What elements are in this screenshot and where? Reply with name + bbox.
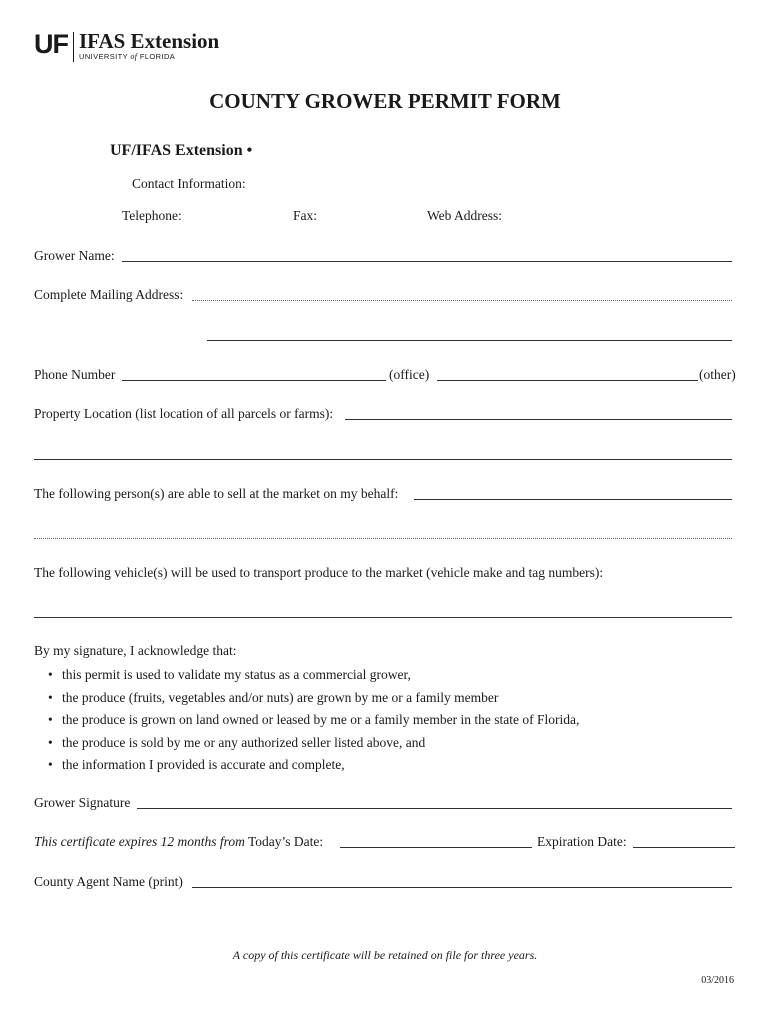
acknowledgement-item: • the produce (fruits, vegetables and/or nuts) are grown by me or a family member xyxy=(48,687,579,710)
county-agent-label: County Agent Name (print) xyxy=(34,874,183,889)
acknowledgement-list xyxy=(48,664,579,777)
logo-subtitle-pre: UNIVERSITY xyxy=(79,52,131,61)
logo-divider xyxy=(73,32,74,62)
phone-other-field[interactable] xyxy=(437,380,698,381)
sellers-label: The following person(s) are able to sell at the market on my behalf: xyxy=(34,486,399,501)
form-title: COUNTY GROWER PERMIT FORM xyxy=(209,89,561,113)
mailing-address-label: Complete Mailing Address: xyxy=(34,287,184,302)
logo-text xyxy=(79,30,219,62)
phone-other-label: (other) xyxy=(699,367,736,382)
acknowledgement-item: • the produce is sold by me or any authorized seller listed above, and xyxy=(48,732,579,755)
grower-signature-field[interactable] xyxy=(137,808,732,809)
vehicles-field[interactable] xyxy=(34,617,732,618)
sellers-field-1[interactable] xyxy=(414,499,732,500)
expires-note xyxy=(34,834,323,850)
mailing-address-field-1[interactable] xyxy=(192,300,732,301)
todays-date-label: Today’s Date: xyxy=(244,834,324,849)
acknowledgement-item: • the information I provided is accurate and complete, xyxy=(48,754,579,777)
fax-label: Fax: xyxy=(293,208,318,223)
revision-date: 03/2016 xyxy=(701,975,734,986)
expiration-date-field[interactable] xyxy=(633,847,735,848)
grower-name-label: Grower Name: xyxy=(34,248,115,263)
property-location-field-2[interactable] xyxy=(34,459,732,460)
acknowledgement-intro: By my signature, I acknowledge that: xyxy=(34,643,237,658)
property-location-field-1[interactable] xyxy=(345,419,732,420)
county-agent-field[interactable] xyxy=(192,887,732,888)
logo-subtitle-of: of xyxy=(130,52,138,61)
grower-signature-label: Grower Signature xyxy=(34,795,131,810)
logo-subtitle-post: FLORIDA xyxy=(137,52,176,61)
logo-title: IFAS Extension xyxy=(79,29,220,53)
vehicles-label: The following vehicle(s) will be used to transport produce to the market (vehicle make and tag numbers): xyxy=(34,565,604,580)
acknowledgement-item: • this permit is used to validate my status as a commercial grower, xyxy=(48,664,579,687)
acknowledgement-item: • the produce is grown on land owned or leased by me or a family member in the state of Florida, xyxy=(48,709,579,732)
retention-note: A copy of this certificate will be retained on file for three years. xyxy=(232,948,538,962)
web-address-label: Web Address: xyxy=(427,208,503,223)
uf-logo-mark: UF xyxy=(34,29,68,59)
phone-office-field[interactable] xyxy=(122,380,386,381)
property-location-label: Property Location (list location of all parcels or farms): xyxy=(34,406,334,421)
mailing-address-field-2[interactable] xyxy=(207,340,732,341)
expiration-date-label: Expiration Date: xyxy=(537,834,627,849)
telephone-label: Telephone: xyxy=(122,208,182,223)
contact-info-label: Contact Information: xyxy=(132,176,246,191)
uf-ifas-logo xyxy=(34,30,219,64)
grower-name-field[interactable] xyxy=(122,261,732,262)
phone-number-label: Phone Number xyxy=(34,367,116,382)
todays-date-field[interactable] xyxy=(340,847,532,848)
office-name: UF/IFAS Extension • xyxy=(110,142,253,159)
logo-subtitle xyxy=(79,52,219,62)
phone-office-label: (office) xyxy=(389,367,430,382)
expires-note-italic: This certificate expires 12 months from xyxy=(34,834,245,849)
sellers-field-2[interactable] xyxy=(34,538,732,539)
